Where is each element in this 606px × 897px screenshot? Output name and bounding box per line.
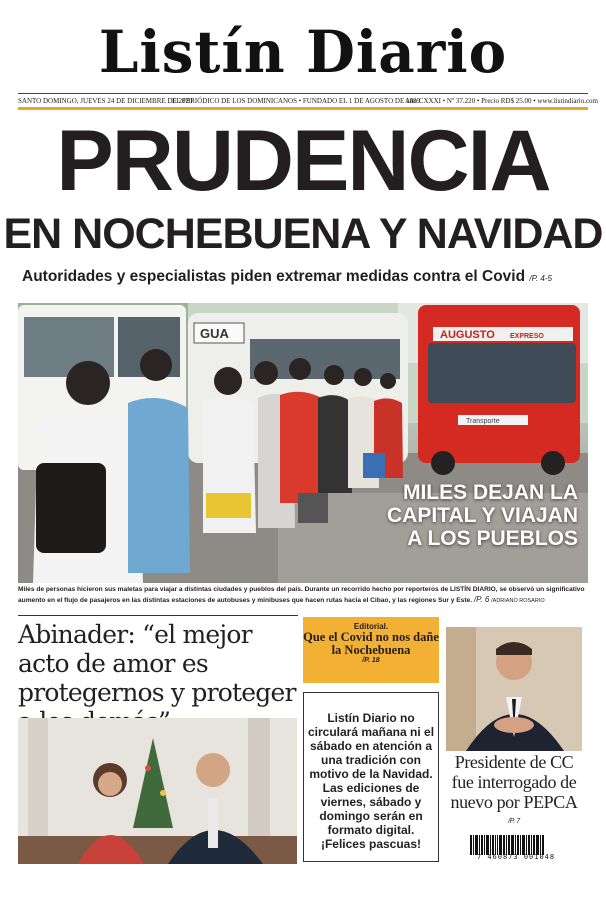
masthead-rule <box>18 93 588 94</box>
abinader-headline[interactable]: Abinader: “el mejor acto de amor es protegernos y proteger <box>18 620 296 707</box>
caption-text: Miles de personas hicieron sus maletas para viajar a distintas ciudades y pueblos del país. Durante un recorrido hecho por reporteros de LISTÍN DIARIO, se observó un significativo aumento en el flujo de pasajeros en las distintas estaciones de autobuses y minibuses que hacen rutas hacia el Cibao, y las regiones Sur y Este. <box>18 586 585 604</box>
lead-subheadline: EN NOCHEBUENA Y NAVIDAD <box>3 210 603 258</box>
barcode <box>470 835 562 855</box>
barcode-number: 7 460873 001048 <box>476 853 556 861</box>
cc-president-photo <box>446 627 582 751</box>
abinader-photo <box>18 718 297 864</box>
bus-sign-right: AUGUSTO <box>440 329 495 341</box>
gold-rule <box>18 107 588 110</box>
editorial-label: Editorial. <box>353 622 389 631</box>
dateline-issue: Año CXXXI • Nº 37.220 • Precio RD$ 25.00 • www.listindiario.com <box>405 97 598 105</box>
lead-deck-text: Autoridades y especialistas piden extremar medidas contra el Covid <box>22 268 526 285</box>
cc-photo-illustration <box>446 627 582 751</box>
section-rule <box>18 615 298 616</box>
lead-page-ref: /P. 4-5 <box>529 274 552 283</box>
lead-deck <box>22 266 592 290</box>
masthead-logo: Listín Diario <box>98 18 508 86</box>
cc-page-ref: /P. 7 <box>508 818 520 825</box>
editorial-box[interactable] <box>303 617 439 683</box>
bus-plate: Transporte <box>466 418 500 425</box>
bus-sign-left: GUA <box>200 326 229 341</box>
main-photo-overlay: MILES DEJAN LA CAPITAL Y VIAJAN A LOS PUEBLOS <box>387 481 578 550</box>
bus-sign-right-small: EXPRESO <box>510 333 544 340</box>
lead-headline: PRUDENCIA <box>56 113 550 209</box>
dateline-date: SANTO DOMINGO, JUEVES 24 DE DICIEMBRE DE 2020 <box>18 97 193 105</box>
editorial-page-ref: /P. 18 <box>362 657 380 664</box>
dateline-motto: EL PERIÓDICO DE LOS DOMINICANOS • FUNDADO EL 1 DE AGOSTO DE 1889 <box>172 97 420 105</box>
editorial-title: Que el Covid no nos dañe la Nochebuena <box>303 630 439 657</box>
main-photo-caption <box>18 585 588 606</box>
caption-credit: /ADRIANO ROSARIO <box>491 598 545 604</box>
cc-headline-block <box>446 752 582 832</box>
main-photo <box>18 303 588 583</box>
caption-page-ref: /P. 6 <box>473 595 490 604</box>
circulation-notice: Listín Diario no circulará mañana ni el sábado en atención a una tradición con motivo de la Navidad. Las ediciones de viernes, sábado y domingo serán en formato digital. ¡Felices pascuas! <box>303 692 439 862</box>
cc-headline[interactable]: Presidente de CC fue interrogado de nuevo por PEPCA <box>450 752 578 812</box>
abinader-photo-illustration <box>18 718 297 864</box>
